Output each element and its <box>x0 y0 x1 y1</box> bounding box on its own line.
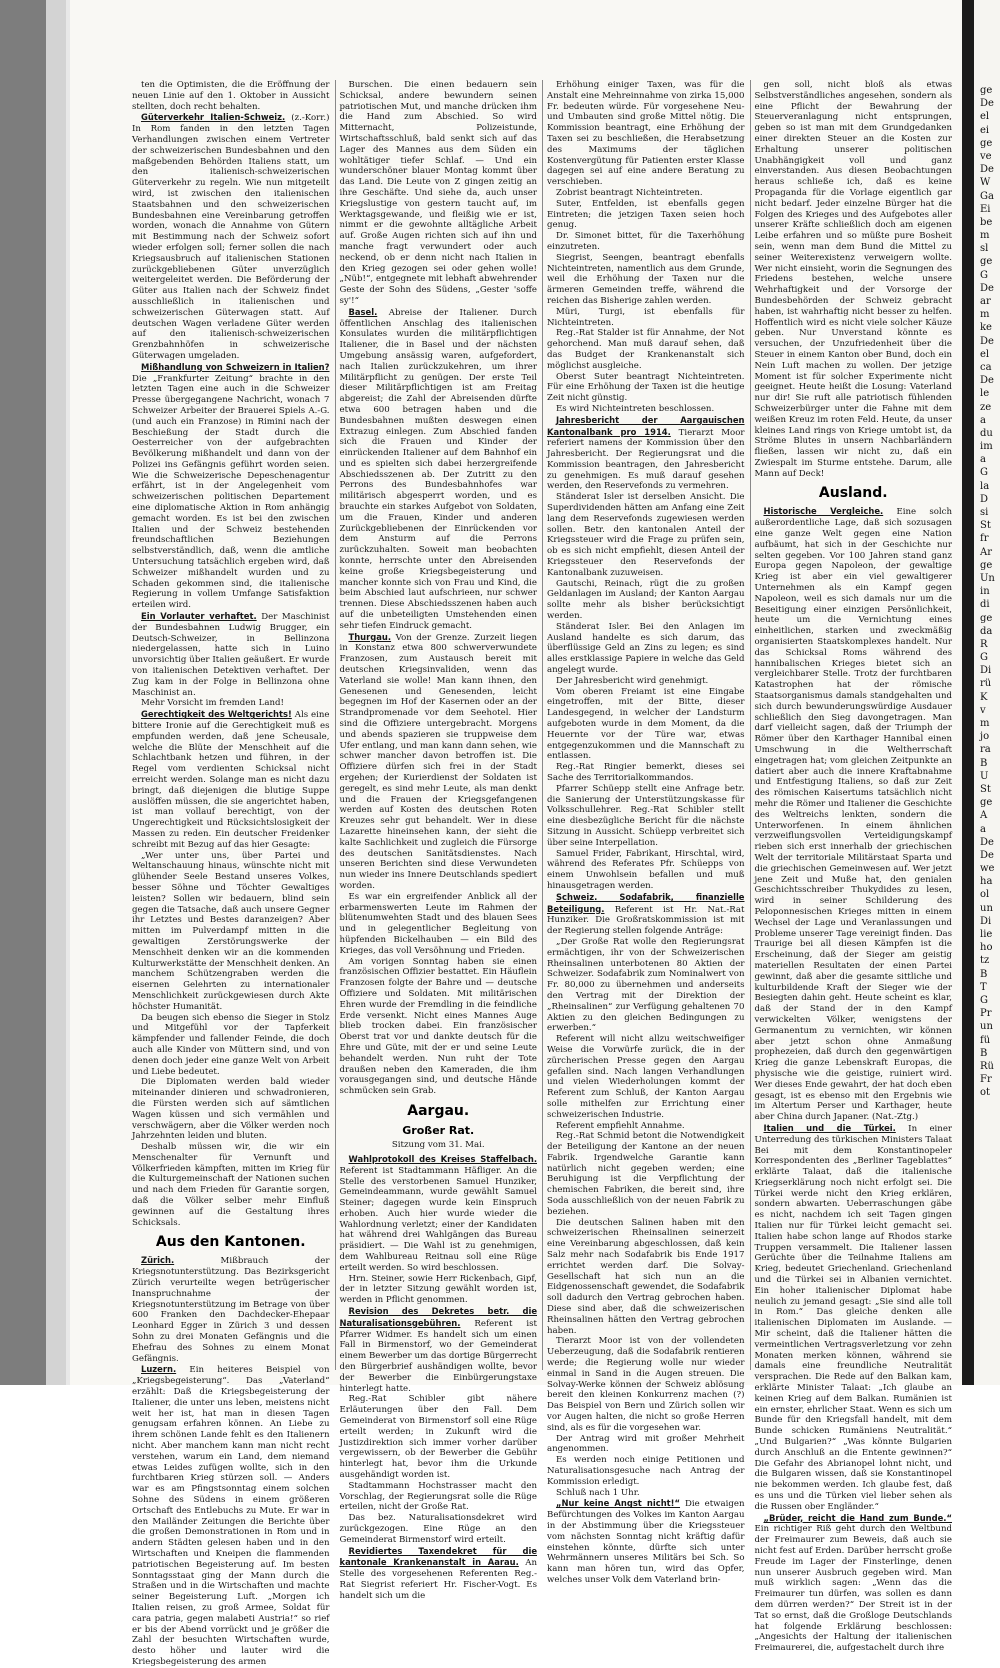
next-page-line: be <box>980 216 993 228</box>
next-page-line: De <box>980 282 994 294</box>
paragraph-text: Siegrist, Seengen, beantragt ebenfalls Nichteintreten, namentlich aus dem Grunde, weil die Erhöhung der Taxen nur die ärmeren Gemeinden treffe, während die reichen das Bisherige zahlen werden. <box>547 252 745 306</box>
next-page-line: in <box>980 586 990 598</box>
article-paragraph <box>132 851 330 1013</box>
paragraph-text: Burschen. Die einen bedauern sein Schicksal, andere bewundern seinen patriotischen Mut, und manche drücken ihm die Hand zum Abschied. So wird Mitternacht, Polizeistunde, Wirtschaftsschluß, bald senkt sich auf das Lager des Mannes aus dem Süden ein wohltätiger tiefer Schlaf. — Und ein wunderschöner blauer Montag kommt über das Land. Die Leute von Z gingen zeitig an ihre Geschäfte. Und siehe da, auch unser Kriegslustige von gestern taucht auf, im Werktagsgewande, und fleißig wie er ist, nimmt er die gewohnte alltägliche Arbeit auf. Große Augen richten sich auf ihn und manche fragt verwundert oder auch neckend, ob er denn nicht nach Italien in den Krieg gezogen sei oder gehen wolle! „Nüb!“, entgegnete mit lebhaft abwehrender Geste der Sohn des Südens, „Gester 'soffe sy'!“ <box>339 80 537 306</box>
next-page-line: De <box>980 375 994 387</box>
article-paragraph <box>547 579 745 622</box>
next-page-line: fü <box>980 1034 991 1046</box>
article-paragraph <box>340 1274 538 1306</box>
next-page-line: un <box>980 902 993 914</box>
article-paragraph <box>132 1364 330 1667</box>
paragraph-text: Die „Frankfurter Zeitung“ brachte in den letzten Tagen eine auch in die Schweizer Presse übergegangene Nachricht, wonach 7 Schweizer Arbeiter der Brauerei Spiels A.-G. (und auch ein Franzose) in Rimini nach der Beschießung der Stadt durch die Oesterreicher von der aufgebrachten Bevölkerung mißhandelt und dann von der Polizei ins Gefängnis geführt worden seien. Wie die Schweizerische Depeschenagentur erfährt, ist in der Angelegenheit vom schweizerischen politischen Departement eine diplomatische Aktion in Rom anhängig gemacht worden. Es ist bei den zwischen Italien und der Schweiz bestehenden freundschaftlichen Beziehungen selbstverständlich, daß, wenn die amtliche Untersuchung tatsächlich ergeben wird, daß Schweizer mißhandelt wurden und zu Schaden gekommen sind, die italienische Regierung in vollem Umfange Satisfaktion erteilen wird. <box>132 373 330 611</box>
run-in-title: Thurgau. <box>348 631 392 642</box>
next-page-line: ol <box>980 889 990 901</box>
paragraph-text: Als eine bittere Ironie auf die Gerechtigkeit muß es empfunden werden, daß jene Scheusale, welche die Blüte der Menschheit auf die Schlachtbank hetzen und führen, in der Regel vom verdienten Schicksal nicht erreicht werden. Solange man es nicht dazu bringt, daß diejenigen die blutige Suppe auslöffen müssen, die sie angerichtet haben, ist man vollauf berechtigt, von der Ungerechtigkeit und Rücksichtslosigkeit der Massen zu reden. Ein deutscher Freidenker schreibt mit Bezug auf das hier Gesagte: <box>132 710 330 850</box>
next-page-line: B <box>980 757 988 769</box>
paragraph-text: Da beugen sich ebenso die Sieger in Stolz und Mitgefühl vor der Tapferkeit kämpfender und fallender Feinde, die doch auch alle Kinder von Müttern sind, und von denen doch jeder eine ganze Welt von Arbeit und Liebe bedeutet. <box>132 1012 330 1077</box>
paragraph-text: Reg.-Rat Schibler gibt nähere Erläuterungen über den Fall. Dem Gemeinderat von Birmenstorf soll eine Rüge erteilt werden; in Zukunft wird die Justizdirektion sich immer vorher darüber vergewissern, ob der Bewerber die Gebühr hinterlegt hat, bevor ihm die Urkunde ausgehändigt worden ist. <box>339 1394 537 1481</box>
article-paragraph <box>547 199 745 231</box>
next-page-line: tz <box>980 955 990 967</box>
article-paragraph <box>547 892 745 937</box>
article-paragraph <box>547 415 745 493</box>
article-paragraph <box>547 1336 745 1433</box>
article-paragraph <box>340 632 538 892</box>
paragraph-text: ten die Optimisten, die die Eröffnung der neuen Linie auf den 1. Oktober in Aussicht stellten, doch recht behalten. <box>132 80 330 112</box>
article-paragraph <box>132 1077 330 1142</box>
article-paragraph <box>132 112 330 361</box>
article-paragraph <box>132 709 330 850</box>
run-in-title: Güterverkehr Italien-Schweiz. <box>141 112 286 123</box>
column-2 <box>339 80 538 1601</box>
page-gutter <box>962 0 974 1385</box>
article-paragraph <box>340 1481 538 1513</box>
paragraph-text: Schluß nach 1 Uhr. <box>556 1487 640 1498</box>
next-page-line: ge <box>980 612 993 624</box>
article-paragraph <box>340 957 538 1097</box>
next-page-line: el <box>980 348 990 360</box>
next-page-line: ar <box>980 296 991 307</box>
next-page-strip <box>974 0 1000 1385</box>
paragraph-text: Ständerat Isler ist derselben Ansicht. Die Superdividenden hätten am Anfang eine Zeit lang dem Reservefonds zugewiesen werden sollen. Betr. den kantonalen Anteil der Kriegssteuer wird die Frage zu prüfen sein, ob es sich nicht empfiehlt, diesen Anteil der Kriegssteuer den Reservefonds der Kantonalbank zuzuweisen. <box>547 492 745 578</box>
next-page-line: De <box>980 335 994 347</box>
next-page-line: Ei <box>980 203 991 215</box>
run-in-title: Wahlprotokoll des Kreises Staffelbach. <box>348 1153 537 1164</box>
run-in-title: Zürich. <box>141 1255 175 1266</box>
article-paragraph <box>547 687 745 763</box>
article-paragraph <box>547 1034 745 1120</box>
article-paragraph <box>547 188 745 199</box>
next-page-line: ge <box>980 85 993 96</box>
run-in-title: Gerechtigkeit des Weltgerichts! <box>141 709 292 720</box>
next-page-line: sl <box>980 243 989 255</box>
paragraph-text: An Stelle des vorgesehenen Referenten Reg.-Rat Siegrist referiert Hr. Fischer-Vogt. Es handelt sich um die <box>339 1558 538 1601</box>
next-page-line: a <box>980 414 986 426</box>
next-page-line: ot <box>980 1087 991 1099</box>
paragraph-text: Die Diplomaten werden bald wieder miteinander dinieren und schwadronieren, die Fürsten werden sich auf sämtlichen Wagen küssen und sich vermählen und verschwägern, aber die Völker werden noch Jahrzehnten leiden und bluten. <box>132 1077 330 1142</box>
paragraph-text: Die etwaigen Befürchtungen des Volkes im Kanton Aargau in der Abstimmung über die Kriegssteuer vom nächsten Sonntag nicht kräftig dafür einstehen könnte, dürfte sich unter Wehrmännern unseres Militärs bei Sch. So kann man hören tun, wird das Opfer, welches unser Volk dem Vaterland brin- <box>547 1499 745 1585</box>
article-paragraph <box>547 307 745 329</box>
next-page-line: G <box>980 652 988 664</box>
next-page-line: Pr <box>980 1008 992 1020</box>
article-paragraph <box>547 404 745 415</box>
next-page-line: ke <box>980 322 992 334</box>
column-3 <box>547 80 745 1585</box>
article-paragraph <box>547 849 745 892</box>
article-paragraph <box>132 1255 330 1364</box>
paragraph-text: Deshalb müssen wir, die wir ein Menschenalter für Vernunft und Völkerfrieden kämpften, mitten im Krieg für die Kulturgemeinschaft der Nationen suchen und nach dem Frieden für Garantie sorgen, daß die Völker selber mehr Einfluß gewinnen auf die Gestaltung ihres Schicksals. <box>132 1142 330 1228</box>
article-paragraph <box>755 1513 953 1654</box>
article-paragraph <box>547 253 745 307</box>
paragraph-text: Ständerat Isler. Bei den Anlagen im Ausland handelte es sich darum, das überflüssige Geld an Zins zu legen; es sind alles erstklassige Papiere in welche das Geld angelegt wurde. <box>547 621 745 676</box>
next-page-line: Un <box>980 572 995 584</box>
next-page-line: B <box>980 1047 988 1059</box>
article-paragraph <box>340 307 538 632</box>
next-page-line: rü <box>980 678 992 690</box>
next-page-line: G <box>980 994 988 1006</box>
next-page-line: Rü <box>980 1060 994 1072</box>
next-page-line: B <box>980 968 988 980</box>
run-in-title: Historische Vergleiche. <box>763 506 884 517</box>
run-in-title: Luzern. <box>141 1364 177 1375</box>
article-paragraph <box>132 1013 330 1078</box>
run-in-title: Jahresbericht der Aargauischen Kantonalbank pro 1914. <box>547 414 745 437</box>
run-in-title: Schweiz. Sodafabrik, finanzielle Beteiligung. <box>547 891 745 914</box>
paragraph-text: Referent ist Pfarrer Widmer. Es handelt sich um einen Fall in Birmenstorf, wo der Gemeinderat einem Bewerber um das dortige Bürgerrecht den Bürgerbrief aushändigen wollte, bevor der Bewerber die Einbürgerungstaxe hinterlegt hatte. <box>339 1318 537 1394</box>
paragraph-text: Reg.-Rat Schmid betont die Notwendigkeit der Beteiligung der Kantone an der neuen Fabrik. Irgendwelche Garantie kann natürlich nicht gegeben werden; eine Beruhigung ist die Verpflichtung der chemischen Fabriken, die bereit sind, ihre Soda ausschließlich von der neuen Fabrik zu beziehen. <box>547 1131 745 1217</box>
column-4 <box>754 80 953 1654</box>
next-page-line: Fr <box>980 1074 992 1086</box>
next-page-line: m <box>980 309 990 321</box>
paragraph-text: Mißbrauch der Kriegsnotunterstützung. Das Bezirksgericht Zürich verurteilte wegen betrügerischer Inanspruchnahme der Kriegsnotunterstützung im Betrage von über 600 Franken den Dachdecker-Ehepaar Leonhard Egger in Zürich 3 und dessen Sohn zu drei Monaten Gefängnis und die Ehefrau des Sohnes zu einem Monat Gefängnis. <box>132 1256 330 1364</box>
article-paragraph <box>547 1455 745 1487</box>
next-page-line: Ga <box>980 190 994 202</box>
paragraph-text: Das bez. Naturalisationsdekret wird zurückgezogen. Eine Rüge an den Gemeinderat Birmenstorf wird erteilt. <box>339 1513 537 1545</box>
next-page-line: Di <box>980 665 992 677</box>
session-date: Sitzung vom 31. Mai. <box>391 1139 485 1150</box>
article-paragraph <box>547 622 745 676</box>
article-paragraph <box>547 1218 745 1337</box>
section-heading: Ausland. <box>818 485 888 502</box>
paragraph-text: (z.-Korr.) In Rom fanden in den letzten Tagen Verhandlungen zwischen einem Vertreter der schweizerischen Bundesbahnen und den maßgebenden Behörden Italiens statt, um den italienisch-schweizerischen Güterverkehr zu regeln. Wie nun mitgeteilt wird, ist zwischen den italienischen Staatsbahnen und den schweizerischen Bundesbahnen eine Vereinbarung getroffen worden, wonach die Annahme von Gütern mit Bestimmung nach der Schweiz sofort wieder erfolgen soll; ferner sollen die nach Kriegsausbruch auf italienischen Stationen zurückgebliebenen Güter unverzüglich weitergeleitet werden. Die Beförderung der Güter aus Italien nach der Schweiz findet ausschließlich in italienischen und schweizerischen Güterwagen statt. Auf deutschen Wagen verladene Güter werden auf den italienisch-schweizerischen Grenzbahnhöfen in schweizerische Güterwagen umgeladen. <box>132 113 330 361</box>
next-page-line: si <box>980 507 989 518</box>
paragraph-text: Referent empfiehlt Annahme. <box>556 1120 685 1131</box>
next-page-line: A <box>980 810 988 822</box>
next-page-line: Di <box>980 915 992 927</box>
next-page-line: el <box>980 111 990 123</box>
column-grid <box>132 80 953 1667</box>
next-page-line: U <box>980 770 989 782</box>
run-in-title: Basel. <box>348 306 378 317</box>
next-page-line: un <box>980 1021 993 1033</box>
next-page-line: ge <box>980 137 993 149</box>
next-page-line: v <box>980 704 986 716</box>
next-page-line: De <box>980 836 994 848</box>
article-paragraph <box>132 698 330 709</box>
next-page-line: ge <box>980 797 993 809</box>
next-page-line: De <box>980 164 994 176</box>
section-heading: Aargau. <box>407 1102 470 1119</box>
next-page-line: St <box>980 783 991 795</box>
next-page-line: T <box>980 981 987 993</box>
article-paragraph <box>547 1498 745 1585</box>
next-page-line: D <box>980 493 989 505</box>
next-page-line: a <box>980 823 986 835</box>
paragraph-text: Der Maschinist der Bundesbahnen Ludwig Brugger, ein Deutsch-Schweizer, in Bellinzona niedergelassen, hatte sich in Luino unvorsichtig über Italien geäußert. Er wurde von italienischen Detektiven verhaftet. Der Zug kam in der Folge in Bellinzona ohne Maschinist an. <box>132 612 330 698</box>
paragraph-text: Oberst Suter beantragt Nichteintreten. Für eine Erhöhung der Taxen ist die heutige Zeit nicht günstig. <box>547 371 745 404</box>
paragraph-text: gen soll, nicht bloß als etwas Selbstverständliches angesehen, sondern als eine Pflicht der Bewahrung der Steuerveranlagung nicht entsprungen, geben so ist man mit dem Grundgedanken einer direkten Steuer an die Kosten zur Erhaltung unserer politischen Unabhängigkeit voll und ganz einverstanden. Aus diesen Beobachtungen heraus schließe ich, daß es keine Propaganda für die Vorlage eigentlich gar nicht bedarf. Jeder einzelne Bürger hat die Folgen des Krieges und des Aufgebotes aller unserer Kräfte schließlich doch am eigenen Leibe erfahren und so müßte pure Bosheit sein, wenn man dem Bund die Mittel zu seiner Weiterexistenz verweigern wollte. Wer nicht einsieht, worin die Segnungen des Friedens bestehen, welche unsere Wehrhaftigkeit und der Vorsorge der Bundesbehörden der Schweiz gebracht haben, ist wahrhaftig nicht besser zu helfen. Hoffentlich wird es nicht viele solcher Käuze geben. Nur Unverstand könnte es versuchen, der Unzufriedenheit über die Steuer in einem Kanton ober Bund, doch ein Nein Luft machen zu wollen. Der jetzige Moment ist für solcher Experimente nicht geeignet. Heute heißt die Losung: Vaterland nur dir! Sie ruft alle patriotisch fühlenden Schweizerbürger unter die Fahne mit dem weißen Kreuz im roten Feld. Heute, da unser kleines Land rings von Kriege umtobt ist, da Ströme Blutes in unsern Nachbarländern fließen, lassen wir nicht zu, daß ein Zwiespalt im Sturme entstehe. Darum, alle Mann auf Deck! <box>754 80 952 479</box>
column-1 <box>132 80 330 1667</box>
paragraph-text: Tierarzt Moor referiert namens der Kommission über den Jahresbericht. Der Regierungsrat und die Kommission beantragen, den Jahresbericht zu genehmigen. Es muß darauf gesehen werden, den Reservefonds zu vermehren. <box>547 427 745 492</box>
next-page-line: ze <box>980 401 992 413</box>
next-page-line: ge <box>980 256 993 268</box>
article-paragraph <box>132 1142 330 1228</box>
article-paragraph <box>547 937 745 1034</box>
newspaper-page <box>70 0 962 1667</box>
article-paragraph <box>340 1513 538 1545</box>
paragraph-text: Von der Grenze. Zurzeit liegen in Konstanz etwa 800 schwerverwundete Franzosen, zum Austausch bereit mit deutschen Kriegsinvaliden, wenn das Vaterland sie wolle! Man kann ihnen, den Genesenen und Genesenden, leicht begegnen im Hof der Kasernen oder an der Strandpromenade vor dem Seehotel. Hier sind die Offiziere untergebracht. Morgens und abends spazieren sie truppweise dem Ufer entlang, und man kann dann sehen, wie schwer mancher davon betroffen ist. Die Offiziere dürfen sich frei in der Stadt ergehen; der Kurierdienst der Soldaten ist geregelt, es sind mehr Leute, als man denkt und die Frauen der Kriegsgefangenen werden auf Kosten des deutschen Roten Kreuzes sehr gut behandelt. Wer in diese Lazarette hineinsehen kann, der sieht die kalte Sachlichkeit und zugleich die Fürsorge des deutschen Sanitätsdienstes. Nach unseren Berichten sind diese Verwundeten nun wieder ins Innere Deutschlands spediert worden. <box>339 632 537 891</box>
next-page-line: G <box>980 467 988 479</box>
paragraph-text: Der Jahresbericht wird genehmigt. <box>556 675 709 686</box>
next-page-line: a <box>980 454 986 466</box>
article-paragraph <box>132 362 330 611</box>
paragraph-text: Zobrist beantragt Nichteintreten. <box>556 187 703 198</box>
run-in-title: Mißhandlung von Schweizern in Italien? <box>141 361 330 372</box>
run-in-title: Revidiertes Taxendekret für die kantonale Krankenanstalt in Aarau. <box>339 1545 537 1568</box>
paragraph-text: Eine solch außerordentliche Lage, daß sich sozusagen eine ganze Welt gegen eine Nation aufbäumt, hat sich in der Geschichte nur selten gegeben. Vor 100 Jahren stand ganz Europa gegen Napoleon, der gewaltige Krieg ist aber ein viel gewaltigerer Unternehmen als ein Kampf gegen Napoleon, weil es sich damals nur um die Beseitigung einer einzigen Persönlichkeit, heute um die Vernichtung eines einheitlichen, starken und zweckmäßig organisierten Staatskomplexes handelt. Nur das Schicksal Roms während des hannibalischen Krieges bietet sich an vergleichbarer Stelle. Trotz der furchtbaren Katastrophen hat der römische Staatsorganismus damals standgehalten und sich durch bewunderungswürdige Ausdauer schließlich den Sieg davongetragen. Man darf vielleicht sagen, daß der Triumph der Römer über den Karthager Hannibal einen Umschwung in die Weltherrschaft eingetragen hat; vom gleichen Zeitpunkte an datiert aber auch die innere Kraftabnahme und Entfestigung Italiens, so daß zur Zeit des römischen Kaisertums tatsächlich nicht mehr die Römer und Italiener die Geschichte des Weltreichs lenkten, sondern die Unterworfenen. In einem ähnlichen verzweiflungsvollen Verteidigungskampf rieben sich erst innerhalb der griechischen Welt der territoriale Militärstaat Sparta und die griechischen Gemeinwesen auf. Wer jetzt jene Zeit und Muße hat, den genialen Geschichtsschreiber Thukydides zu lesen, wird in seiner Schilderung des Peloponnesischen Krieges mitten in einem Wechsel der Lage und Veranlassungen und Probleme unserer Tage vereinigt finden. Das Traurige bei all diesen Kämpfen ist die Erscheinung, daß der Sieger am geistig materiellen Resultaten der einen Partei gewinnt, daß aber die gesamte sittliche und kulturbildende Kraft der Sieger wie der Besiegten dahin geht. Heute scheint es klar, daß der Stand der in den Kampf verwickelten Völker, wenigstens der Germanentum zu vernichten, wir können aber jetzt schon ohne Anmaßung prophezeien, daß durch den gegenwärtigen Krieg die ganze Lebenskraft Europas, die physische wie die geistige, ruiniert wird. Wer dieses Ende gewahrt, der hat doch eben gesagt, ist es ebenso mit den Ergebnis wie im Altertum Perser und Karthager, heute aber China durch Japaner. (Nat.-Ztg.) <box>754 507 953 1123</box>
next-page-line: lie <box>980 929 993 940</box>
article-paragraph <box>755 80 953 479</box>
next-page-line: R <box>980 638 988 650</box>
next-page-fragments <box>974 0 1000 1099</box>
paragraph-text: Mehr Vorsicht im fremden Land! <box>141 698 284 709</box>
article-paragraph <box>340 1394 538 1480</box>
next-page-line: ca <box>980 361 992 373</box>
article-paragraph <box>547 328 745 371</box>
article-paragraph <box>547 1434 745 1456</box>
next-page-line: De <box>980 98 994 110</box>
section-heading: Aus den Kantonen. <box>155 1234 306 1251</box>
article-paragraph <box>340 1154 538 1274</box>
article-paragraph <box>547 1121 745 1132</box>
next-page-line: da <box>980 625 993 637</box>
next-page-line: K <box>980 691 988 703</box>
paragraph-text: Erhöhung einiger Taxen, was für die Anstalt eine Mehreinnahme von zirka 15,000 Fr. bedeuten würde. Für vorgesehene Neu- und Umbauten sind große Mittel nötig. Die Kommission beantragt, eine Erhöhung der Taxen sei zu beschließen, die Herabsetzung des Maximums der täglichen Kostenvergütung für Patienten erster Klasse dagegen sei auf eine andere Beratung zu verschieben. <box>547 80 745 188</box>
next-page-line: le <box>980 388 990 400</box>
paragraph-text: In einer Unterredung des türkischen Ministers Talaat Bei mit dem Konstantinopeler Korrespondenten des „Berliner Tageblattes“ erklärte Talaat, daß die italienische Kriegserklärung noch nicht erfolgt sei. Die Türkei werde nicht den Krieg erklären, sondern abwarten. Ueberraschungen gäbe es nicht, nachdem ich seit Tagen gingen Italien nur für Türkei leicht gemacht sei. Italien habe schon lange auf Rhodos starke Truppen versammelt. Die Italiener lassen Gerüchte über die Teilnahme Italiens am Krieg, bedeutet Griechenland. Griechenland und die Türkei sei in Albanien vernichtet. Ein hoher italienischer Diplomat habe neulich zu jemand gesagt: „Sie sind alle toll in Rom.“ Das gleiche denken alle italienischen Diplomaten im Auslande. — Mir scheint, daß die Italiener hätten die vermeintlichen Vertragsverletzung vor zehn Monaten merken können, während sie damals eine freundliche Neutralität versprachen. Die Rede auf den Balkan kam, erklärte Minister Talaat: „Ich glaube an keinen Krieg auf dem Balkan. Rumänien ist ein ernster, ehrlicher Staat. Wenn es sich um Bunde für den Kriegsfall handelt, mit dem Bunde schicken Rumäniens Neutralität.“ „Und Bulgarien?“ „Was könnte Bulgarien durch Anschluß an die Entente gewinnen?“ Die Gefahr des Abrianopel lohnt nicht, und die Bulgaren wissen, daß sie Konstantinopel nie bekommen werden. Ich glaube fest, daß es uns und die Türken viel lieber sehen als die Russen ober Engländer.“ <box>754 1123 953 1512</box>
article-paragraph <box>547 784 745 849</box>
run-in-title: „Brüder, reicht die Hand zum Bunde.“ <box>763 1512 952 1523</box>
paragraph-text: „Der Große Rat wolle den Regierungsrat ermächtigen, ihr von der Schweizerischen Rheinsalinen unterbotenen 80 Aktien der Schweizer. Sodafabrik zum Nominalwert von Fr. 80,000 zu übernehmen und anderseits den Vertrag mit der Direktion der „Rheinsalinen“ zur Verfügung gehaltenen 70 Aktien zu den gleichen Bedingungen zu erwerben.“ <box>547 936 745 1034</box>
paragraph-text: Reg.-Rat Ringier bemerkt, dieses sei Sache des Territorialkommandos. <box>547 762 745 783</box>
article-paragraph <box>755 1123 953 1513</box>
paragraph-text: Hrn. Steiner, sowie Herr Rickenbach, Gipf, der in letzter Sitzung gewählt worden ist, werden in Pflicht genommen. <box>339 1273 537 1306</box>
paragraph-text: Referent ist Hr. Nat.-Rat Hunziker. Die Großratskommission ist mit der Regierung stellen folgende Anträge: <box>547 904 745 937</box>
article-paragraph <box>132 611 330 698</box>
paragraph-text: Suter, Entfelden, ist ebenfalls gegen Eintreten; die jetzigen Taxen seien hoch genug. <box>547 198 745 231</box>
paragraph-text: Reg.-Rat Stalder ist für Annahme, der Not gehorchend. Man muß darauf sehen, daß das Budget der Krankenanstalt sich möglichst ausgleiche. <box>547 328 745 371</box>
paragraph-text: Stadtammann Hochstrasser macht den Vorschlag, der Regierungsrat solle die Rüge erteilen, nicht der Große Rat. <box>339 1480 537 1513</box>
article-paragraph <box>340 1306 538 1394</box>
next-page-line: jo <box>980 731 990 743</box>
next-page-line: im <box>980 441 993 453</box>
paragraph-text: Müri, Turgi, ist ebenfalls für Nichteintreten. <box>547 306 745 328</box>
next-page-line: St <box>980 520 991 532</box>
section-subheading: Großer Rat. <box>402 1123 475 1137</box>
next-page-line: m <box>980 718 990 729</box>
paragraph-text: Es werden noch einige Petitionen und Naturalisationsgesuche nach Antrag der Kommission erledigt. <box>547 1455 745 1487</box>
scanner-frame-dark <box>0 0 46 1385</box>
paragraph-text: Tierarzt Moor ist von der vollendeten Ueberzeugung, daß die Sodafabrik rentieren werde; die Regierung wolle nur wieder einmal in Sand in die Augen streuen. Die Solvay-Werke können der Schweiz ablösung bereit den kleinen Konkurrenz machen (?) Das Beispiel von Bern und Zürich sollen wir vor Augen halten, die nicht so große Herren sind, als es für die vorgesehen war. <box>547 1336 745 1433</box>
article-paragraph <box>755 506 953 1122</box>
paragraph-text: Gautschi, Reinach, rügt die zu großen Geldanlagen im Ausland; der Kanton Aargau sollte mehr als bisher berücksichtigt werden. <box>547 578 745 622</box>
article-paragraph <box>547 1131 745 1217</box>
next-page-line: W <box>980 177 991 189</box>
article-paragraph <box>547 231 745 253</box>
paragraph-text: „Wer unter uns, über Partei und Weltanschauung hinaus, wünschte nicht mit glühender Seele Bestand unseres Volkes, besser Söhne und Töchter Gewaltiges leisten? Sollen wir bedauern, blind sein gegen die Tatsache, daß auch unsere Gegner ihr Letztes und Bestes daranzeigen? Aber mitten im Pulverdampf mitten in die gewaltigen Zerstörungswerke der Menschheit denken wir an die kommenden Kulturwerkstätte der Menschheit denken. An manchem Schützengraben werden die eisernen Gelehrten zu internationaler Menschlichkeit zurückgewiesen durch Akte höchster Humanität. <box>132 850 330 1012</box>
next-page-line: De <box>980 849 994 861</box>
run-in-title: „Nur keine Angst nicht!“ <box>556 1498 681 1509</box>
paragraph-text: Es wird Nichteintreten beschlossen. <box>556 403 715 414</box>
next-page-line: ve <box>980 150 992 162</box>
next-page-line: la <box>980 480 990 492</box>
scanner-frame-light <box>46 0 66 1385</box>
next-page-line: ho <box>980 942 993 954</box>
paragraph-text: Ein heiteres Beispiel von „Kriegsbegeisterung“. Das „Vaterland“ erzählt: Daß die Kriegsbegeisterung der Italiener, die unter uns leben, meistens nicht weit her ist, hat man in diesen Tagen genugsam erfahren können. An Liebe zu ihrem schönen Lande fehlt es den Italienern nicht. Aber manchem kann man nicht recht verstehen, warum ein Land, dem niemand etwas Leides zufügen wollte, sich in den furchtbaren Krieg stürzen soll. — Anders war es am Pfingstsonntag einem solchen Sohne des Südens in einem größeren Ortschaft des Entlebuchs zu Mute. Er war in den Mailänder Zeitungen die Berichte über die großen Demonstrationen in Rom und in andern Städten gelesen haben und in den Wirtschaften und Kneipen die flammenden patriotischen Begeisterung auf. Im besten Sonntagsstaat ging der Mann durch die Straßen und in die Wirtschaften und machte seiner Begeisterung Luft. „Morgen ich Italien reisen, zu groß Armee, Soldat für cara patria, gegen malabeti Austria!“ so rief er bis der Abend vorrückt und je größer die Zahl der besuchten Wirtschaften wurde, desto höher und lauter wird die Kriegsbegeisterung des armen <box>132 1365 330 1667</box>
run-in-title: Ein Vorlauter verhaftet. <box>141 611 257 622</box>
paragraph-text: Die deutschen Salinen haben mit den schweizerischen Rheinsalinen seinerzeit eine Vereinbarung abgeschlossen, daß kein Salz mehr nach Sodafabrik bis Ende 1917 errichtet werden darf. Die Solvay-Gesellschaft hat sich nun an die Eidgenossenschaft gewendet, die Sodafabrik soll dadurch den Vertrag gebrochen haben. Diese sind aber, daß die schweizerischen Rheinsalinen hätten den Vertrag gebrochen haben. <box>547 1217 745 1336</box>
article-paragraph <box>547 80 745 188</box>
next-page-line: di <box>980 599 990 611</box>
next-page-line: fr <box>980 533 989 545</box>
next-page-line: Ar <box>980 546 993 558</box>
next-page-line: ge <box>980 559 993 571</box>
run-in-title: Italien und die Türkei. <box>763 1122 896 1133</box>
article-paragraph <box>132 80 330 112</box>
article-paragraph <box>340 1546 538 1602</box>
article-paragraph <box>340 892 538 957</box>
paragraph-text: Dr. Simonet bittet, für die Taxerhöhung einzutreten. <box>547 231 745 252</box>
run-in-title: Revision des Dekretes betr. die Naturalisationsgebühren. <box>339 1306 537 1328</box>
paragraph-text: Vom oberen Freiamt ist eine Eingabe eingetroffen, mit der Bitte, dieser Landesgegend, in welcher der Landsturm aufgeboten wurde in dem Moment, da die Heuernte vor der Türe war, etwas entgegenzukommen und die Mannschaft zu entlassen. <box>547 686 745 762</box>
next-page-line: we <box>980 863 995 875</box>
paragraph-text: Samuel Frider, Fabrikant, Hirschtal, wird, während des Referates Pfr. Schüepps von einem Unwohlsein befallen und muß hinausgetragen werden. <box>547 848 745 891</box>
next-page-line: m <box>980 230 990 242</box>
article-paragraph <box>340 80 538 307</box>
article-paragraph <box>547 492 745 578</box>
next-page-line: ei <box>980 124 990 136</box>
paragraph-text: Referent ist Stadtammann Häfliger. An die Stelle des verstorbenen Samuel Hunziker, Gemeindeammann, wurde gewählt Samuel Steiner; dagegen wurde kein Einspruch erhoben. Auch hier wurde wieder die Wahlordnung verletzt; einer der Kandidaten hat während drei Wahlgängen das Bureau präsidiert. — Die Wahl ist zu genehmigen, dem Wahlbureau Reitnau soll eine Rüge erteilt werden. So wird beschlossen. <box>339 1165 537 1273</box>
next-page-line: ha <box>980 876 993 888</box>
paragraph-text: Der Antrag wird mit großer Mehrheit angenommen. <box>547 1433 745 1455</box>
next-page-line: ra <box>980 744 991 756</box>
paragraph-text: Referent will nicht allzu weitschweifiger Weise die Vorwürfe zurück, die in der zürcherischen Presse gegen den Aargau gefallen sind. Nach langen Verhandlungen und vielen Wiederholungen kommt der Referent zum Schluß, der Kanton Aargau solle mithelfen zur Errichtung einer schweizerischen Industrie. <box>547 1034 745 1120</box>
paragraph-text: Es war ein ergreifender Anblick all der erbarmenswerten Leute im Rahmen der blütenumwehten Stadt und des blauen Sees und in gelegentlicher Begleitung von hüpfenden Bickelhauben — ein Bild des Krieges, das voll Versöhnung und Frieden. <box>339 891 537 956</box>
paragraph-text: Abreise der Italiener. Durch öffentlichen Anschlag des italienischen Konsulates wurden die militärpflichtigen Italiener, die in Basel und der nächsten Umgebung ansässig waren, aufgefordert, nach Italien zurückzukehren, um ihrer Militärpflicht zu genügen. Der erste Teil dieser Militärpflichtigen ist am Freitag abgereist; die Zahl der Abreisenden dürfte etwa 600 betragen haben und die Bundesbahnen mußten deswegen einen Extrazug einlegen. Zum Abschied fanden sich die Frauen und Kinder der einrückenden Italiener auf dem Bahnhof ein und es spielten sich dabei herzergreifende Abschiedsszenen ab. Der Zutritt zu den Perrons des Bundesbahnhofes war militärisch abgesperrt worden, und es brauchte ein starkes Aufgebot von Soldaten, um die Frauen, Kinder und anderen Zurückgebliebenen der Einrückenden vor dem Ansturm auf die Perrons zurückzuhalten. Soweit man beobachten konnte, herrschte unter den Abreisenden keine große Kriegsbegeisterung und mancher konnte sich von Frau und Kind, die beim Abschied laut aufschrieen, nur schwer trennen. Diese Abschiedsszenen haben auch auf die unbeteiligten Umstehenden einen sehr tiefen Eindruck gemacht. <box>339 307 537 631</box>
paragraph-text: Ein richtiger Riß geht durch den Weltbund der Freimaurer zum Beweis, daß auch sie nicht fest auf Erden. Darüber herrscht große Freude im Lager der Finsterlinge, denen nun unserer Ausbruch gegeben wird. Man muß wirklich sagen: „Wenn das die Freimaurer tun dürfen, was sollen es dann dem dürren werden?“ Der Streit ist in der Tat so ernst, daß die Großloge Deutschlands hat folgende Erklärung beschlossen: „Angesichts der Haltung der italienischen Freimaurerei, die, aufgestachelt durch ihre <box>754 1524 952 1654</box>
next-page-line: du <box>980 427 993 439</box>
paragraph-text: Am vorigen Sonntag haben sie einen französischen Offizier bestattet. Ein Häuflein Franzosen folgte der Bahre und — deutsche Offiziere und Soldaten. Mit militärischen Ehren wurde der Fremdling in die feindliche Erde versenkt. Nicht eines Mannes Auge blieb trocken dabei. Ein französischer Oberst trat vor und dankte deutsch für die Ehre und Güte, mit der er und seine Leute behandelt werden. Nun ruht der Tote draußen neben den Kameraden, die ihm vorausgegangen sind, und deutsche Hände schmücken sein Grab. <box>339 956 537 1097</box>
next-page-line: G <box>980 269 988 281</box>
article-paragraph <box>547 762 745 784</box>
article-paragraph <box>547 372 745 404</box>
paragraph-text: Pfarrer Schüepp stellt eine Anfrage betr. die Sanierung der Unterstützungskasse für Volksschullehrer. Reg.-Rat Schibler stellt eine diesbezügliche Bericht für die nächste Sitzung in Aussicht. Schüepp verbreitet sich über seine Interpellation. <box>547 783 745 848</box>
article-paragraph <box>547 1488 745 1499</box>
article-paragraph <box>547 676 745 687</box>
